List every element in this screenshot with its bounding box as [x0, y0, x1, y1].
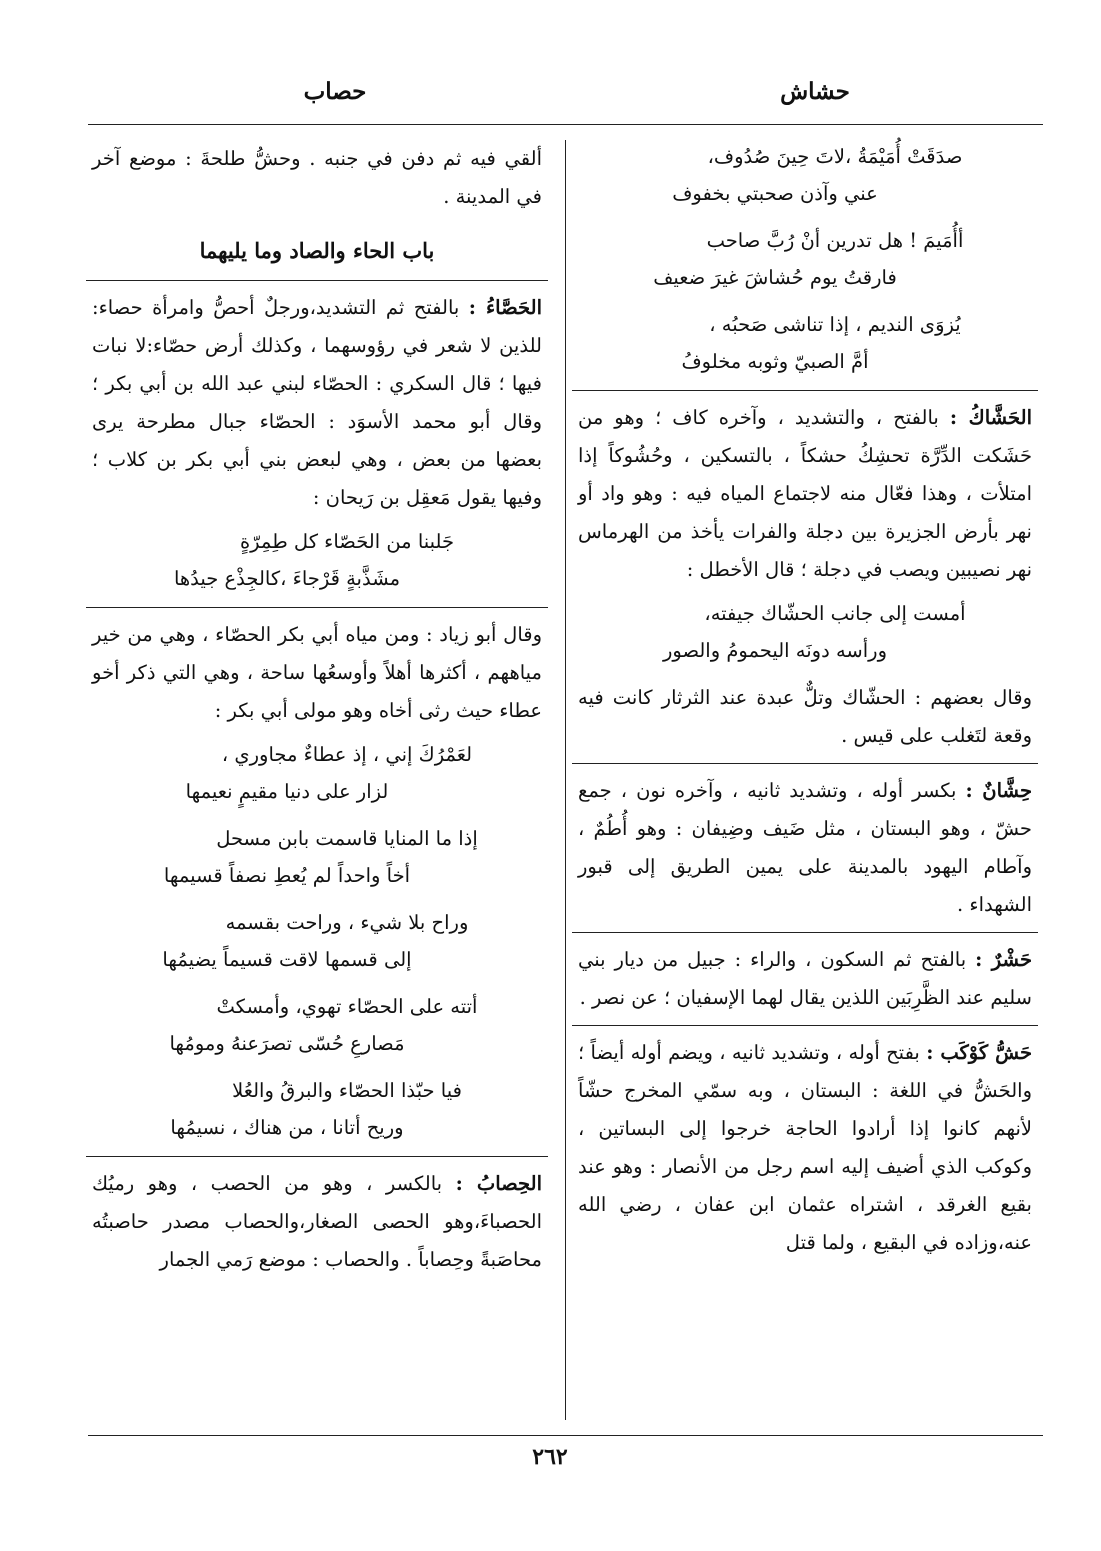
verse-line: صدَقَتْ أُمَيْمَةُ ،لاتَ حِينَ صُدُوف، — [707, 145, 963, 168]
entry-headword: حَشُّ كَوْكَب : — [926, 1041, 1032, 1064]
entry-separator — [572, 932, 1038, 933]
verse-line: ورأسه دونَه اليحمومُ والصور — [662, 639, 888, 662]
verse — [578, 595, 1032, 669]
entry-text: بالفتح ثم التشديد،ورجلٌ أحصُّ وامرأة حصاء: للذين لا شعر في رؤوسهما ، وكذلك أرض حصّاء:لا نبات فيها ؛ قال السكري : الحصّاء لبني عبد الله بن أبي بكر ؛ وقال أبو محمد الأسوَد : الحصّاء جبال مطرحة يرى بعضها من بعض ، وهي لبعض بني أبي بكر بن كلاب ؛ وفيها يقول مَعقِل بن رَيحان : — [92, 296, 542, 509]
bottom-rule — [88, 1435, 1043, 1436]
entry-continuation: وقال أبو زياد : ومن مياه أبي بكر الحصّاء ، وهي من خير مياههم ، أكثرها أهلاً وأوسعُها ساحة ، وهي التي ذكر أخو عطاء حيث رثى أخاه وهو مولى أبي بكر : — [92, 623, 542, 722]
entry-hisab — [92, 1165, 542, 1279]
verse — [92, 904, 542, 978]
running-header-right: حشاش — [780, 78, 850, 105]
verse-line: يُزوَى النديم ، إذا تناشى صَحبُه ، — [709, 313, 961, 336]
verse — [578, 306, 1032, 380]
verse-line: إلى قسمها لاقت قسيماً يضيمُها — [162, 948, 412, 971]
left-column — [92, 140, 542, 1285]
verse-line: فيا حبّذا الحصّاء والبرقُ والعُلا — [232, 1079, 462, 1102]
verse — [92, 523, 542, 597]
entry-separator — [572, 390, 1038, 391]
entry-separator — [86, 1156, 548, 1157]
verse-line: لزار على دنيا مقيمٍ نعيمها — [185, 780, 389, 803]
verse — [578, 138, 1032, 212]
entry-hassa — [92, 289, 542, 517]
verse-line: مشَذَّبةٍ قَرْجاءَ ،كالجِذْع جيدُها — [173, 567, 401, 590]
entry-text: بفتح أوله ، وتشديد ثانيه ، ويضم أوله أيضاً ؛ والحَشُّ في اللغة : البستان ، وبه سمّي المخرج حشّاً لأنهم كانوا إذا أرادوا الحاجة خرجوا إلى البساتين ، وكوكب الذي أضيف إليه اسم رجل من الأنصار : وهو عند بقيع الغرقد ، اشتراه عثمان ابن عفان ، رضي الله عنه،وزاده في البقيع ، ولما قتل — [578, 1041, 1032, 1254]
entry-continuation: وقال بعضهم : الحشّاك وتلٌّ عبدة عند الثرثار كانت فيه وقعة لتَغلب على قيس . — [578, 686, 1032, 747]
entry-text: بكسر أوله ، وتشديد ثانيه ، وآخره نون ، جمع حشّ ، وهو البستان ، مثل ضَيف وضِيفان : وهو أُطُمٌ ، وآطام اليهود بالمدينة على يمين الطريق إلى قبور الشهداء . — [578, 779, 1032, 916]
top-rule — [88, 124, 1043, 125]
verse-line: لعَمْرُكَ إني ، إذ عطاءٌ مجاوري ، — [221, 743, 473, 766]
right-column — [578, 138, 1032, 1268]
entry-headword: الحِصابُ : — [455, 1172, 542, 1195]
verse-line: جَلبنا من الحَصّاء كل طِمِرّةٍ — [239, 530, 455, 553]
section-title: باب الحاء والصاد وما يليهما — [199, 238, 435, 263]
verse — [92, 988, 542, 1062]
running-header-left: حصاب — [303, 78, 367, 105]
verse-line: أخاً واحداً لم يُعطِ نصفاً قسيمها — [163, 864, 411, 887]
entry-headword: الحَشَّاكُ : — [949, 406, 1032, 429]
verse-line: مَصارعِ حُسّى تصرَعنهُ ومومُها — [169, 1032, 405, 1055]
entry-text: بالفتح ، والتشديد ، وآخره كاف ؛ وهو من حَشَكت الدِّرَّة تحشِكُ حشكاً ، بالتسكين ، وحُشُوكاً إذا امتلأت ، وهذا فعّال منه لاجتماع المياه فيه : وهو واد أو نهر بأرض الجزيرة بين دجلة والفرات يأخذ من الهرماس نهر نصيبين ويصب في دجلة ؛ قال الأخطل : — [578, 406, 1032, 581]
verse — [578, 222, 1032, 296]
verse-line: إذا ما المنايا قاسمت بابن مسحل — [216, 827, 478, 850]
entry-hash-kawkab — [578, 1034, 1032, 1262]
verse-line: عني وآذن صحبتي بخفوف — [672, 182, 878, 205]
entry-headword: حِشَّانٌ : — [965, 779, 1033, 802]
entry-separator — [86, 607, 548, 608]
entry-separator — [572, 763, 1038, 764]
page-number: ٢٦٢ — [532, 1444, 568, 1470]
entry-continuation: ألقي فيه ثم دفن في جنبه . وحشُّ طلحةَ : موضع آخر في المدينة . — [92, 147, 542, 208]
verse — [92, 1072, 542, 1146]
entry-text: بالكسر ، وهو من الحصب ، وهو رميُك الحصباءَ،وهو الحصى الصغار،والحصاب مصدر حاصبتُه محاصَبةً وحِصاباً . والحصاب : موضع رَمي الجمار — [92, 1172, 542, 1271]
verse-line: وراح بلا شيء ، وراحت بقسمه — [225, 911, 469, 934]
column-divider — [565, 140, 566, 1420]
verse-line: أأُمَيمَ ! هل تدرين أنْ رُبَّ صاحب — [706, 229, 964, 252]
entry-hashr — [578, 941, 1032, 1017]
verse-line: أمَّ الصبيّ وثوبه مخلوفُ — [681, 350, 869, 373]
entry-headword: الحَصَّاءُ : — [468, 296, 542, 319]
verse — [92, 820, 542, 894]
verse-line: أمست إلى جانب الحشّاك جيفته، — [704, 602, 966, 625]
verse — [92, 736, 542, 810]
verse-line: أتته على الحصّاء تهوي، وأمسكتْ — [216, 995, 478, 1018]
entry-text: بالفتح ثم السكون ، والراء : جبيل من ديار بني سليم عند الظَّرِبَين اللذين يقال لهما الإسفيان ؛ عن نصر . — [578, 948, 1032, 1009]
entry-hishshan — [578, 772, 1032, 924]
verse-line: وريح أتانا ، من هناك ، نسيمُها — [170, 1116, 404, 1139]
entry-separator — [86, 280, 548, 281]
verse-line: فارقتُ يوم حُشاشَ غيرَ ضعيف — [653, 266, 897, 289]
entry-hashshak — [578, 399, 1032, 589]
entry-headword: حَشْرٌ : — [975, 948, 1032, 971]
entry-separator — [572, 1025, 1038, 1026]
